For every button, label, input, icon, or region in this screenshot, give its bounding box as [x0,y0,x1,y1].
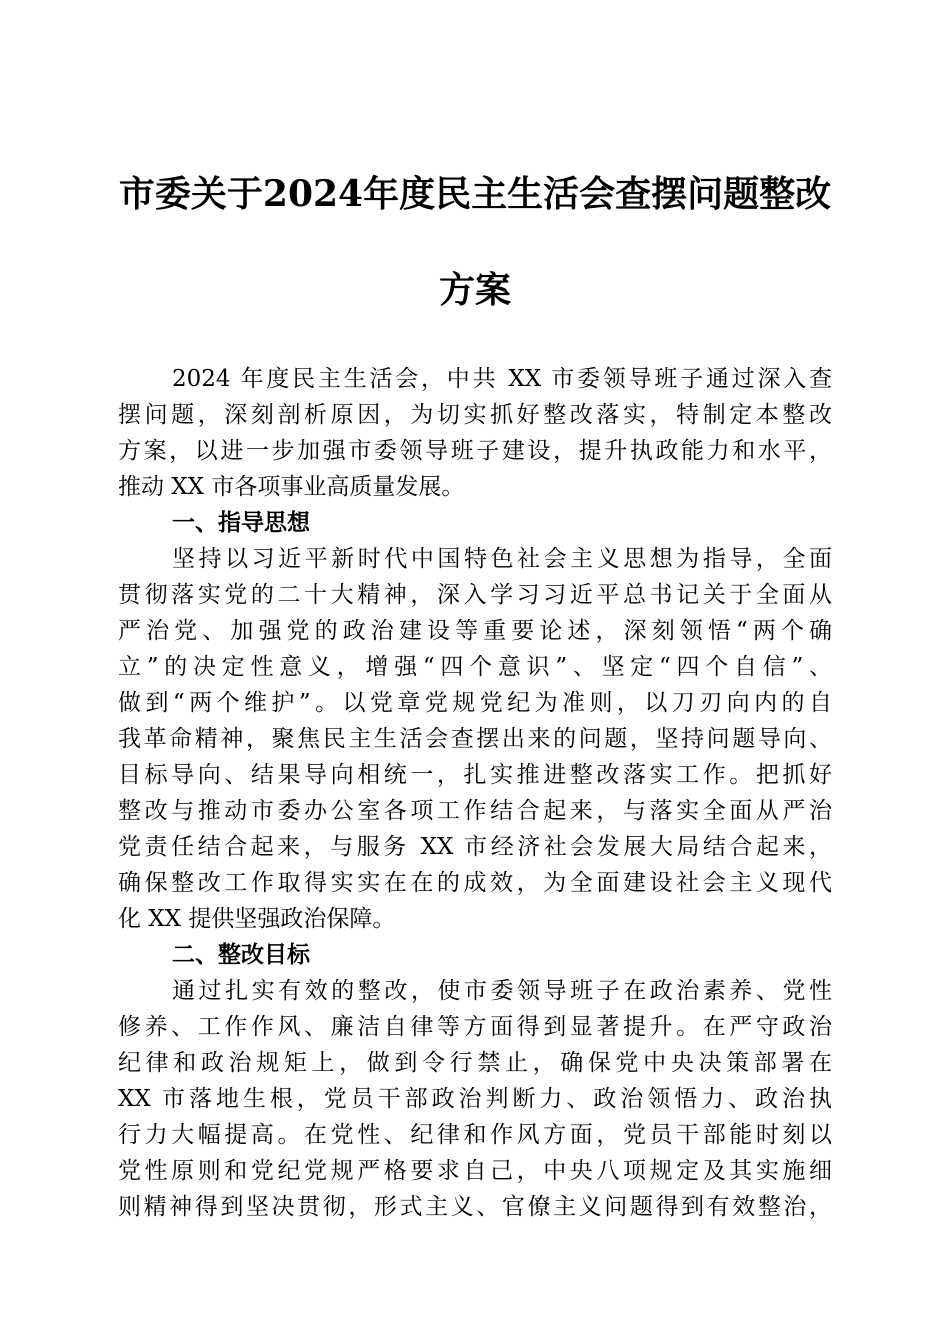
section-heading-guiding-ideology: 一、指导思想 [172,509,310,536]
section-heading-rectification-goals: 二、整改目标 [172,941,310,968]
section2-line: 纪律和政治规矩上，做到令行禁止，确保党中央决策部署在 [118,1050,832,1076]
section1-line: 坚持以习近平新时代中国特色社会主义思想为指导，全面 [172,546,832,572]
section1-line: 确保整改工作取得实实在在的成效，为全面建设社会主义现代 [118,870,832,896]
section1-line: 严治党、加强党的政治建设等重要论述，深刻领悟“两个确 [118,618,832,644]
section2-line: XX 市落地生根，党员干部政治判断力、政治领悟力、政治执 [118,1086,832,1112]
intro-line: 2024 年度民主生活会，中共 XX 市委领导班子通过深入查 [172,366,832,392]
section2-line: 党性原则和党纪党规严格要求自己，中央八项规定及其实施细 [118,1158,832,1184]
intro-line: 方案，以进一步加强市委领导班子建设，提升执政能力和水平， [118,438,832,464]
section2-line: 行力大幅提高。在党性、纪律和作风方面，党员干部能时刻以 [118,1122,832,1148]
section1-line: 化 XX 提供坚强政治保障。 [118,906,396,932]
section1-line: 目标导向、结果导向相统一，扎实推进整改落实工作。把抓好 [118,762,832,788]
section1-line: 贯彻落实党的二十大精神，深入学习习近平总书记关于全面从 [118,582,832,608]
section1-line: 做到“两个维护”。以党章党规党纪为准则，以刀刃向内的自 [118,690,832,716]
section1-line: 整改与推动市委办公室各项工作结合起来，与落实全面从严治 [118,798,832,824]
section1-line: 立”的决定性意义，增强“四个意识”、坚定“四个自信”、 [118,654,832,680]
intro-line: 摆问题，深刻剖析原因，为切实抓好整改落实，特制定本整改 [118,402,832,428]
document-title-line-1: 市委关于2024年度民主生活会查摆问题整改 [118,173,832,215]
section2-line: 修养、工作作风、廉洁自律等方面得到显著提升。在严守政治 [118,1014,832,1040]
section1-line: 我革命精神，聚焦民主生活会查摆出来的问题，坚持问题导向、 [118,726,832,752]
section2-line: 则精神得到坚决贯彻，形式主义、官僚主义问题得到有效整治， [118,1194,832,1220]
section1-line: 党责任结合起来，与服务 XX 市经济社会发展大局结合起来， [118,834,832,860]
intro-line: 推动 XX 市各项事业高质量发展。 [118,474,465,500]
document-title-line-2: 方案 [438,269,511,311]
section2-line: 通过扎实有效的整改，使市委领导班子在政治素养、党性 [172,978,832,1004]
